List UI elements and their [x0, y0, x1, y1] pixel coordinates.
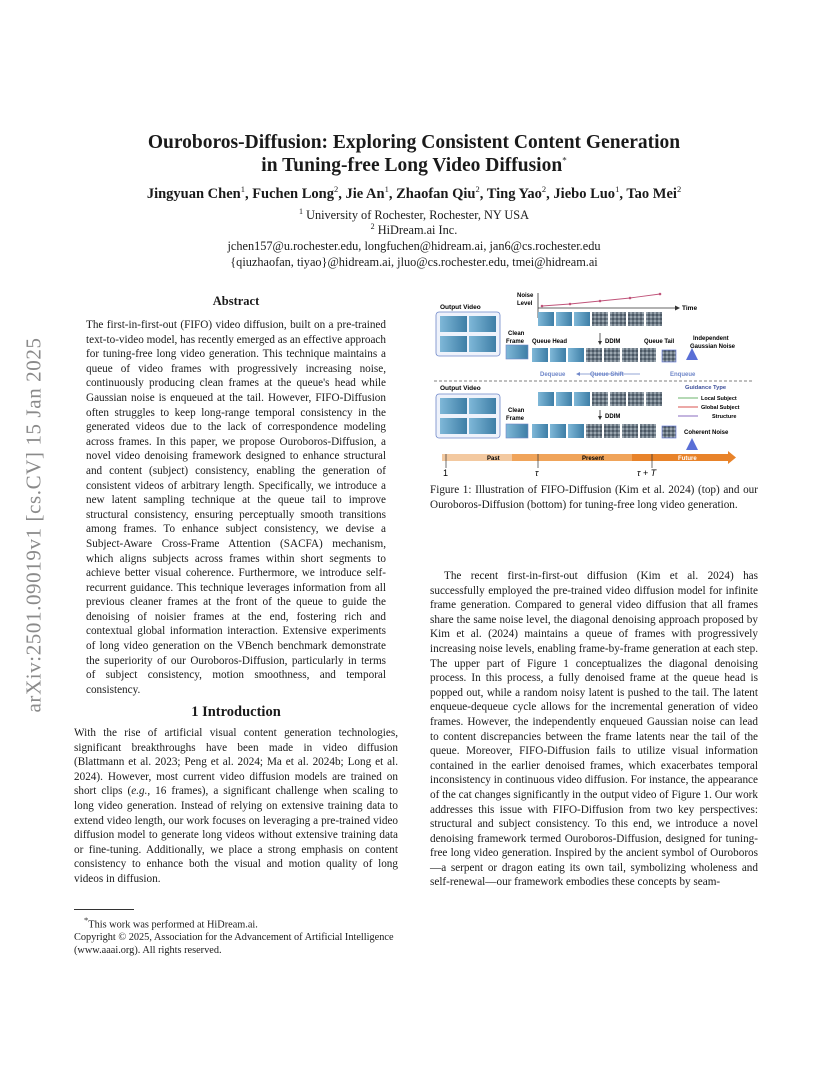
queue-frame — [538, 392, 554, 406]
noise-level-dot — [629, 297, 632, 300]
author-name: Ting Yao — [486, 186, 542, 202]
queue-frame — [646, 312, 662, 326]
ddim-arrow-head — [598, 341, 602, 345]
queue-frame — [592, 312, 608, 326]
author-list: Jingyuan Chen$^1$, Fuchen Long$^2$, Jie An$^1$, Zhaofan Qiu$^2$, Ting Yao$^2$, Jiebo Luo$^1$, Tao Mei$^2$ — [146, 184, 682, 202]
queue-shift-arrow-head — [576, 372, 580, 376]
timeline-arrow-head — [728, 451, 736, 464]
time-arrow-head — [675, 306, 680, 311]
past-label: Past — [487, 456, 500, 462]
video-frame-thumb — [440, 336, 467, 352]
queue-frame — [532, 348, 548, 362]
enqueue-label: Enqueue — [670, 372, 696, 378]
queue-frame — [622, 424, 638, 438]
clean-frame-thumb-top — [506, 345, 528, 359]
global-subject-label: Global Subject — [701, 405, 740, 411]
author-name: Fuchen Long — [252, 186, 334, 202]
queue-frame — [640, 348, 656, 362]
tick-label-1: 1 — [443, 468, 449, 478]
paper-title — [96, 131, 732, 177]
author-name: Jiebo Luo — [553, 186, 616, 202]
author-affiliation: 2 — [676, 184, 682, 195]
tick-label-tau: τ — [535, 468, 539, 478]
video-frame-thumb — [469, 398, 496, 414]
gaussian-noise-label-top: Gaussian Noise — [690, 344, 736, 350]
level-label: Level — [517, 301, 533, 307]
email-line-1: jchen157@u.rochester.edu, longfuchen@hidream.ai, jan6@cs.rochester.edu — [227, 239, 601, 253]
queue-frame — [610, 312, 626, 326]
author-affiliation: 1 — [384, 184, 389, 195]
clean-label-bottom: Clean — [508, 408, 525, 414]
affiliation-2 — [96, 223, 732, 238]
noise-level-line — [542, 294, 660, 306]
author-affiliation: 1 — [240, 184, 245, 195]
author-name: Tao Mei — [626, 186, 677, 202]
abstract-text: The first-in-first-out (FIFO) video diffusion, built on a pre-trained text-to-video model, has recently emerged as an effective approach for tuning-free long video generation. This technique maintains a queue of video frames with progressively increasing noise, continuously producing clean frames at the queue's head while Gaussian noise is enqueued at the tail. However, FIFO-Diffusion often struggles to keep long-range temporal consistency in the generated videos due to the lack of correspondence modeling across frames. In this paper, we propose Ouroboros-Diffusion, a novel video denoising framework designed to enhance structural and content (subject) consistency, enabling the generation of consistent videos of arbitrary length. Specifically, we introduce a new latent sampling technique at the queue tail to improve structural consistency, ensuring perceptually smooth transitions among frames. To enhance subject consistency, we devise a Subject-Aware Cross-Frame Attention (SACFA) mechanism, which aligns subjects across frames within short segments to achieve better visual coherence. Furthermore, we introduce self-recurrent guidance. This technique leverages information from all previous cleaner frames at the front of the queue to guide the denoising of noisier frames at the end, fostering rich and contextual global information interaction. Extensive experiments of long video generation on the VBench benchmark demonstrate the superiority of our Ouroboros-Diffusion, particularly in terms of subject consistency, motion smoothness, and temporal consistency. — [86, 319, 386, 696]
queue-frame — [556, 312, 572, 326]
introduction-text — [74, 726, 398, 887]
video-frame-thumb — [469, 418, 496, 434]
time-label: Time — [682, 305, 698, 312]
queue-frame — [538, 312, 554, 326]
author-name: Zhaofan Qiu — [396, 186, 476, 202]
affiliation-text: University of Rochester, Rochester, NY USA — [306, 208, 529, 222]
queue-frame — [574, 312, 590, 326]
coherent-noise-triangle — [686, 438, 698, 450]
noise-level-dot — [659, 293, 662, 296]
future-label: Future — [678, 456, 697, 462]
timeline-present — [512, 454, 632, 461]
author-affiliation: 1 — [615, 184, 620, 195]
queue-frame — [574, 392, 590, 406]
ddim-label-top: DDIM — [605, 339, 621, 345]
queue-frame — [568, 424, 584, 438]
queue-frame — [604, 348, 620, 362]
author-name: Jingyuan Chen — [146, 186, 241, 202]
video-frame-thumb — [440, 316, 467, 332]
present-label: Present — [582, 456, 605, 462]
noise-level-dot — [569, 303, 572, 306]
author-affiliation: 2 — [475, 184, 480, 195]
email-line-2: {qiuzhaofan, tiyao}@hidream.ai, jluo@cs.rochester.edu, tmei@hidream.ai — [230, 255, 598, 269]
dequeue-label: Dequeue — [540, 372, 566, 378]
queue-tail-label: Queue Tail — [644, 339, 675, 345]
timeline-past — [442, 454, 512, 461]
output-video-label-bottom: Output Video — [440, 385, 481, 392]
video-frame-thumb — [469, 316, 496, 332]
clean-frame-thumb-bottom — [506, 424, 528, 438]
footnote-block — [74, 914, 398, 957]
queue-frame — [550, 424, 566, 438]
noise-level-dot — [541, 305, 544, 308]
structure-label: Structure — [712, 414, 737, 420]
title-footnote-mark: * — [562, 155, 567, 166]
queue-frame — [586, 424, 602, 438]
author-affiliation: 2 — [541, 184, 547, 195]
queue-frame — [628, 312, 644, 326]
title-line-2: in Tuning-free Long Video Diffusion — [261, 155, 563, 176]
clean-label-top: Clean — [508, 331, 525, 337]
author-affiliation: 2 — [334, 184, 339, 195]
queue-frame — [568, 348, 584, 362]
video-frame-thumb — [440, 398, 467, 414]
tick-label-tau-T: τ + T — [637, 468, 657, 478]
affiliation-text: HiDream.ai Inc. — [377, 223, 458, 237]
queue-frame — [640, 424, 656, 438]
queue-shift-label: Queue Shift — [590, 372, 624, 378]
enqueued-noise-frame — [662, 350, 676, 362]
coherent-noise-label: Coherent Noise — [684, 430, 729, 436]
footnote-text: This work was performed at HiDream.ai. — [88, 919, 258, 931]
queue-head-label: Queue Head — [532, 339, 568, 345]
figure-1-caption: Figure 1: Illustration of FIFO-Diffusion (Kim et al. 2024) (top) and our Ouroboros-Diffusion (bottom) for tuning-free long video generation. — [430, 484, 758, 511]
footnote-rule — [74, 909, 134, 910]
intro-eg: e.g. — [131, 785, 148, 798]
video-frame-thumb — [469, 336, 496, 352]
affiliation-1 — [96, 208, 732, 223]
independent-label: Independent — [693, 336, 729, 342]
guidance-type-label: Guidance Type — [685, 385, 727, 391]
queue-frame — [622, 348, 638, 362]
queue-frame — [592, 392, 608, 406]
ddim-arrow-head — [598, 416, 602, 420]
queue-frame — [646, 392, 662, 406]
figure-1-diagram — [430, 288, 758, 480]
affiliation-number: 2 — [370, 221, 375, 231]
video-frame-thumb — [440, 418, 467, 434]
queue-frame — [532, 424, 548, 438]
ddim-label-bottom: DDIM — [605, 414, 621, 420]
introduction-heading: 1 Introduction — [191, 704, 281, 720]
right-column-paragraph: The recent first-in-first-out diffusion (Kim et al. 2024) has successfully employed the pre-trained video diffusion model for infinite frame generation. Compared to general video diffusion that all frames share the same noise level, the diagonal denoising approach proposed by Kim et al. (2024) maintains a queue of frames with progressively increasing noise levels, enabling frame-by-frame generation at each step. The upper part of Figure 1 conceptualizes the diagonal denoising process. In this process, a fully denoised frame at the queue head is popped out, while a random noisy latent is pushed to the tail. The latent enqueue-dequeue cycle allows for the incremental generation of video frames. However, the independently enqueued Gaussian noise can lead to content discrepancies between the frame latents near the tail of the queue. Moreover, FIFO-Diffusion fails to utilize visual information contained in the earlier denoised frames, which exacerbates temporal inconsistency in continuous video diffusion. For instance, the appearance of the cat changes significantly in the output video of Figure 1. Our work addresses this issue with FIFO-Diffusion from two key perspectives: structural and subject consistency. To this end, we introduce a novel denoising framework termed Ouroboros-Diffusion, designed for tuning-free long video generation. Inspired by the ancient symbol of Ouroboros—a serpent or dragon eating its own tail, symbolizing wholeness and self-renewal—our framework embodies these concepts by seam- — [430, 570, 758, 889]
queue-frame — [628, 392, 644, 406]
footnote-mark: * — [84, 915, 89, 925]
queue-frame — [610, 392, 626, 406]
queue-frame — [550, 348, 566, 362]
local-subject-label: Local Subject — [701, 396, 737, 402]
frame-label-bottom: Frame — [506, 416, 525, 422]
frame-label-top: Frame — [506, 339, 525, 345]
noise-label: Noise — [517, 293, 534, 299]
affiliation-number: 1 — [298, 206, 303, 216]
queue-frame — [556, 392, 572, 406]
right-column-text — [430, 569, 758, 890]
queue-frame — [604, 424, 620, 438]
abstract-heading: Abstract — [212, 294, 260, 308]
copyright-notice: Copyright © 2025, Association for the Advancement of Artificial Intelligence (www.aaai.org). All rights reserved. — [74, 932, 394, 957]
output-video-label-top: Output Video — [440, 304, 481, 311]
arxiv-identifier: arXiv:2501.09019v1 [cs.CV] 15 Jan 2025 — [21, 337, 46, 713]
title-line-1: Ouroboros-Diffusion: Exploring Consistent Content Generation — [147, 132, 681, 153]
intro-text-part: With the rise of artificial visual content generation technologies, significant breakthroughs have been made in video diffusion (Blattmann et al. 2023; Peng et al. 2024; Ma et al. 2024b; Long et al. 2024). However, most current video diffusion models are trained on short clips ( — [74, 727, 398, 798]
enqueued-noise-frame — [662, 426, 676, 438]
queue-frame — [586, 348, 602, 362]
noise-level-dot — [599, 300, 602, 303]
intro-text-part: , 16 frames), a significant challenge when scaling to long video generation. Instead of relying on extensive training data to extend video length, our work focuses on leveraging a pre-trained video diffusion model to generate long videos without extensive training data or fine-tuning. Additionally, we place a strong emphasis on content consistency to enhance both the visual and motion quality of long videos in diffusion. — [74, 785, 398, 885]
arxiv-sidebar-stamp — [14, 290, 54, 760]
author-name: Jie An — [345, 186, 385, 202]
